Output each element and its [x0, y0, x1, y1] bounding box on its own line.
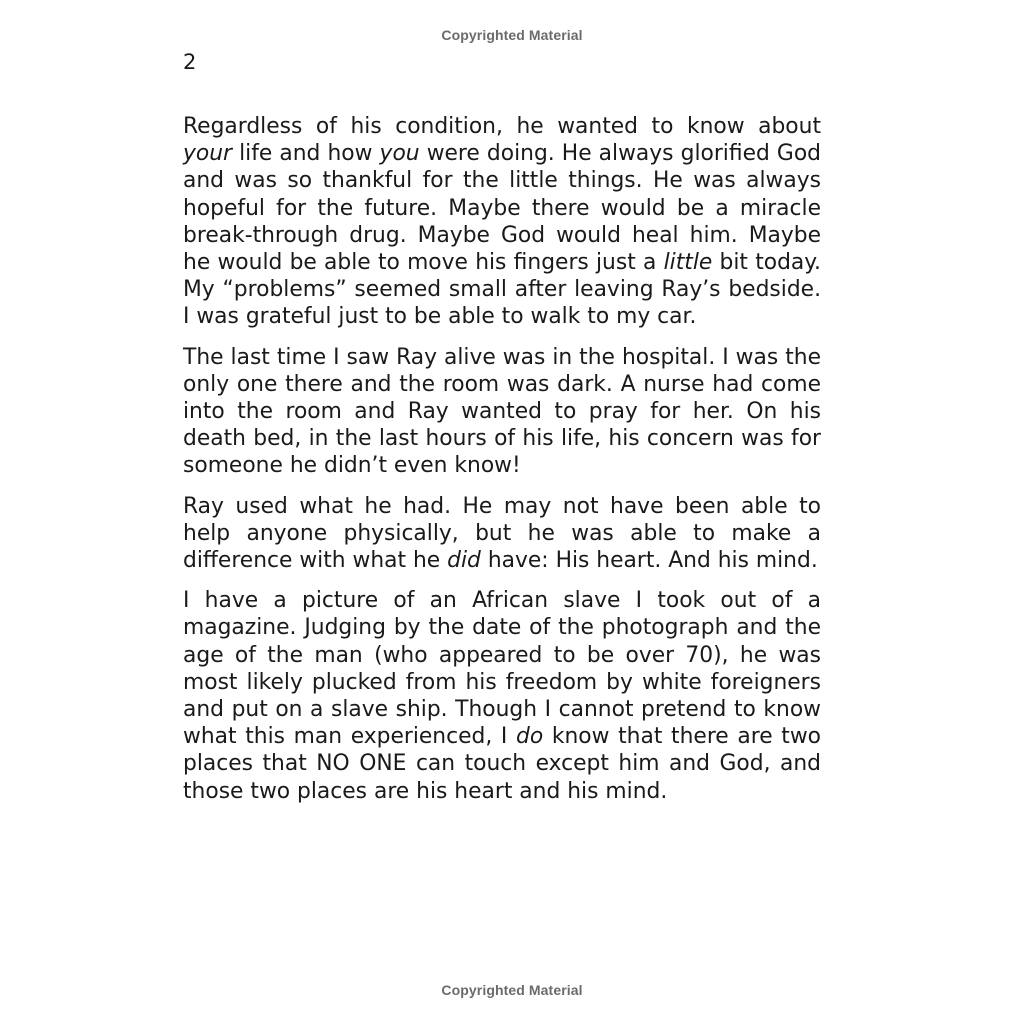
copyright-watermark-top: Copyrighted Material	[441, 27, 583, 43]
text-segment: were doing. He always glorified God and was so thankful for the little things. He was always hopeful for the future. Maybe there would be a miracle break-through drug. Maybe God would heal him. Maybe he would be able to move his fingers just a	[183, 141, 821, 276]
italic-segment: little	[663, 250, 713, 276]
text-segment: have: His heart. And his mind.	[480, 548, 818, 574]
text-segment: Ray used what he had. He may not have been able to help anyone physically, but he was able to make a difference with what he	[183, 493, 821, 574]
text-segment: The last time I saw Ray alive was in the hospital. I was the only one there and the room was dark. A nurse had come into the room and Ray wanted to pray for her. On his death bed, in the last hours of his life, his concern was for someone he didn’t even know!	[183, 344, 821, 479]
text-segment: bit today. My “problems” seemed small after leaving Ray’s bedside. I was grateful just to be able to walk to my car.	[183, 250, 821, 330]
body-text	[183, 113, 821, 805]
text-segment: Regardless of his condition, he wanted to know about	[183, 114, 821, 139]
paragraph	[183, 344, 821, 480]
text-segment: I have a picture of an African slave I took out of a magazine. Judging by the date of the photograph and the age of the man (who appeared to be over 70), he was most likely plucked from his freedom by white foreigners and put on a slave ship. Though I cannot pretend to know what this man experienced, I	[183, 588, 821, 750]
page-number: 2	[183, 50, 197, 74]
paragraph	[183, 587, 821, 805]
paragraph	[183, 113, 821, 331]
italic-segment: do	[516, 724, 544, 750]
text-segment: know that there are two places that NO ONE can touch except him and God, and those two places are his heart and his mind.	[183, 724, 821, 804]
copyright-watermark-bottom: Copyrighted Material	[441, 982, 583, 998]
italic-segment: you	[379, 141, 420, 167]
italic-segment: did	[447, 548, 481, 574]
italic-segment: your	[183, 141, 233, 167]
paragraph	[183, 493, 821, 575]
text-segment: life and how	[232, 141, 380, 167]
